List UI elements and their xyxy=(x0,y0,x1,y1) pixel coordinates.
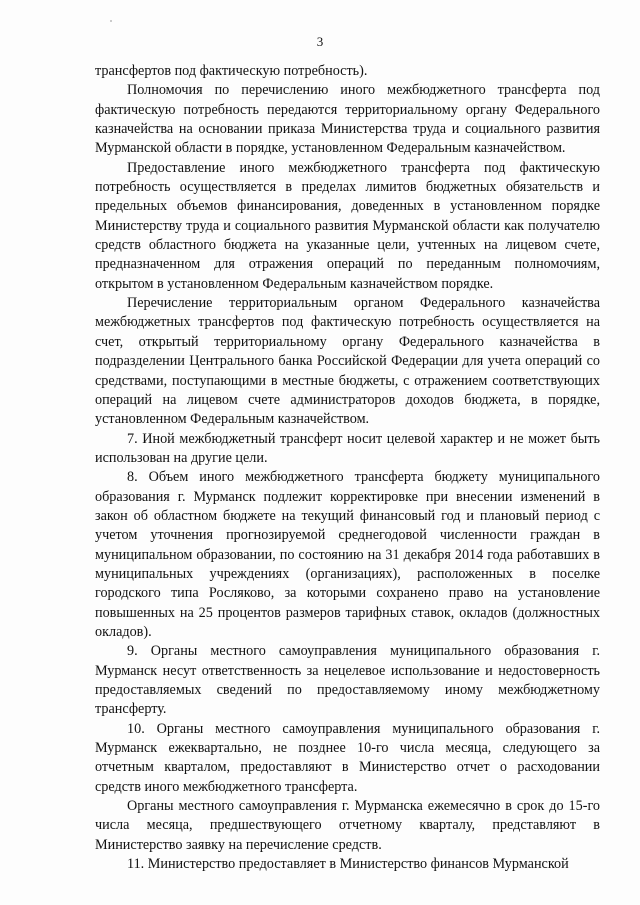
page-number: 3 xyxy=(316,34,324,49)
paragraph-continuation: трансфертов под фактическую потребность). xyxy=(95,63,368,79)
paragraph-item-9: 9. Органы местного самоуправления муниципального образования г. Мурманск несут ответственность за нецелевое использование и недостоверность предоставляемых сведений по предоставляемому иному межбюджетному трансферту. xyxy=(95,643,600,718)
paragraph-monthly-request: Органы местного самоуправления г. Мурманска ежемесячно в срок до 15-го числа месяца, предшествующего отчетному кварталу, представляют в Министерство заявку на перечисление средств. xyxy=(95,798,600,853)
paragraph-powers-transfer: Полномочия по перечислению иного межбюджетного трансферта под фактическую потребность передаются территориальному органу Федерального казначейства на основании приказа Министерства труда и социального развития Мурманской области в порядке, установленном Федеральным казначейством. xyxy=(95,82,600,157)
paragraph-item-11: 11. Министерство предоставляет в Министерство финансов Мурманской xyxy=(127,856,569,873)
paragraph-item-10: 10. Органы местного самоуправления муниципального образования г. Мурманск ежеквартально, не позднее 10-го числа месяца, следующего за отчетным кварталом, предоставляют в Министерство отчет о расходовании средств иного межбюджетного трансферта. xyxy=(95,720,600,795)
paragraph-treasury-transfer: Перечисление территориальным органом Федерального казначейства межбюджетных трансфертов под фактическую потребность осуществляется на счет, открытый территориальному органу Федерального казначейства в подразделении Центрального банка Российской Федерации для учета операций со средствами, поступающими в местные бюджеты, с отражением соответствующих операций на лицевом счете администраторов доходов бюджета, в порядке, установленном Федеральным казначейством. xyxy=(95,295,600,428)
scan-speck xyxy=(110,20,112,22)
document-body xyxy=(95,62,600,874)
paragraph-item-8: 8. Объем иного межбюджетного трансферта бюджету муниципального образования г. Мурманск подлежит корректировке при внесении изменений в закон об областном бюджете на текущий финансовый год и плановый период с учетом уточнения прогнозируемой среднегодовой численности граждан в муниципальном образовании, по состоянию на 31 декабря 2014 года работавших в муниципальных учреждениях (организациях), расположенных в поселке городского типа Росляково, за которыми сохранено право на установление повышенных на 25 процентов размеров тарифных ставок, окладов (должностных окладов). xyxy=(95,469,600,640)
paragraph-provision-limits: Предоставление иного межбюджетного трансферта под фактическую потребность осуществляется в пределах лимитов бюджетных обязательств и предельных объемов финансирования, доведенных в установленном порядке Министерству труда и социального развития Мурманской области как получателю средств областного бюджета на указанные цели, учтенных на лицевом счете, предназначенном для отражения операций по переданным полномочиям, открытом в установленном Федеральным казначейством порядке. xyxy=(95,159,600,292)
paragraph-item-7: 7. Иной межбюджетный трансферт носит целевой характер и не может быть использован на другие цели. xyxy=(95,430,600,466)
